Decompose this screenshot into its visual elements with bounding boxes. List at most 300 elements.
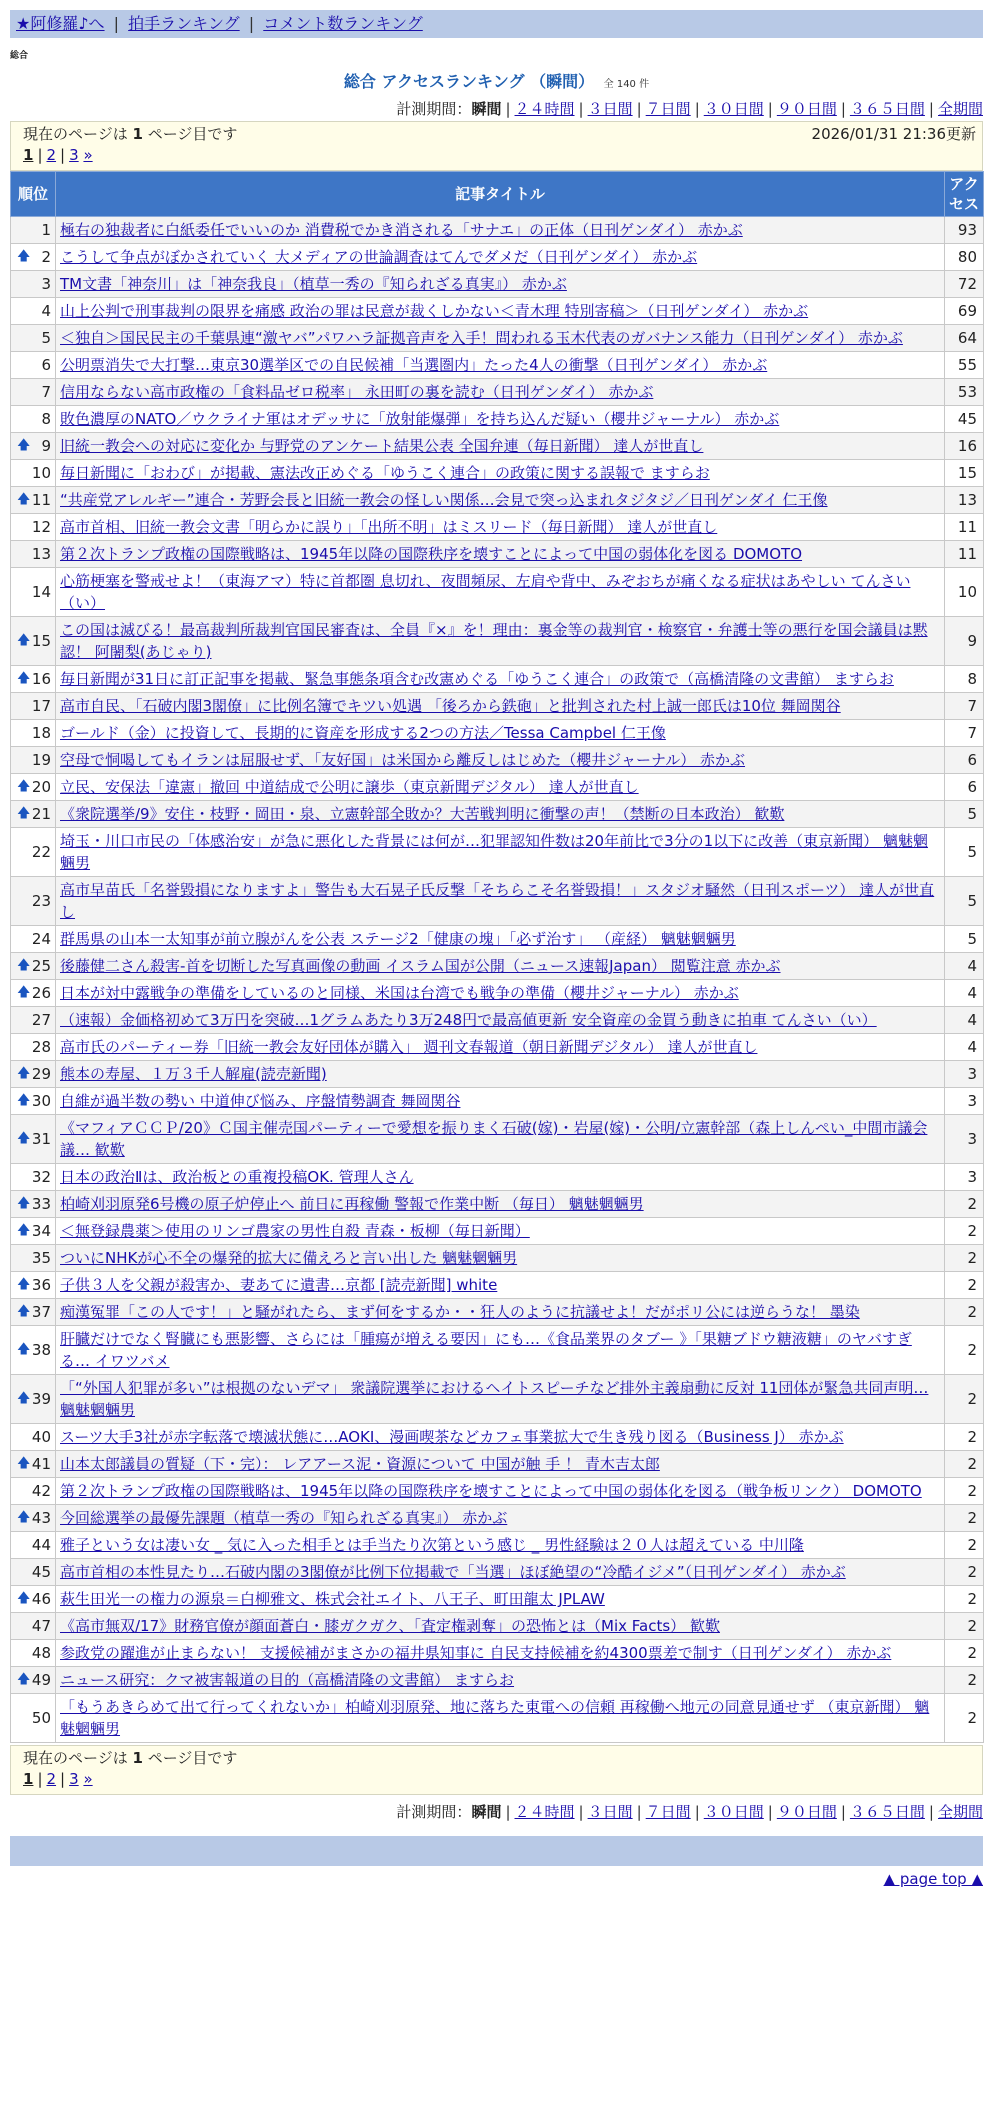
rank-cell <box>11 1451 56 1478</box>
table-row <box>11 980 984 1007</box>
table-row <box>11 1586 984 1613</box>
rank-cell <box>11 1667 56 1694</box>
article-link[interactable]: この国は滅びる！最高裁判所裁判官国民審査は、全員『×』を！理由：裏金等の裁判官・検察官・弁護士等の悪行を国会議員は黙認！ 阿闍梨(あじゃり) <box>60 621 928 661</box>
rank-number: 19 <box>31 751 51 769</box>
rank-cell <box>11 617 56 666</box>
article-link[interactable]: 信用ならない高市政権の「食料品ゼロ税率」 永田町の裏を読む（日刊ゲンダイ） 赤かぶ <box>60 383 654 401</box>
access-count: 55 <box>945 352 984 379</box>
access-count: 2 <box>945 1586 984 1613</box>
table-row <box>11 828 984 877</box>
title-cell <box>56 801 945 828</box>
nav-separator: | <box>113 14 120 33</box>
current-page-text <box>23 1748 237 1768</box>
title-cell <box>56 1034 945 1061</box>
title-cell <box>56 1424 945 1451</box>
article-link[interactable]: ＜無登録農薬＞使用のリンゴ農家の男性自殺 青森・板柳（毎日新聞） <box>60 1222 530 1240</box>
table-row <box>11 774 984 801</box>
current-page-num: 1 <box>132 1749 143 1767</box>
access-count: 7 <box>945 693 984 720</box>
arrow-up-icon: 🡅 <box>17 958 31 973</box>
title-cell <box>56 325 945 352</box>
rank-cell <box>11 1164 56 1191</box>
arrow-up-icon: 🡅 <box>17 806 31 821</box>
article-link[interactable]: こうして争点がぼかされていく 大メディアの世論調査はてんでダメだ（日刊ゲンダイ） 赤かぶ <box>60 248 698 266</box>
home-link[interactable]: ★阿修羅♪へ <box>16 14 105 33</box>
table-row <box>11 352 984 379</box>
rank-number: 12 <box>31 518 51 536</box>
period-label: 計測期間： <box>396 1803 472 1821</box>
rank-cell <box>11 1532 56 1559</box>
article-link[interactable]: 第２次トランプ政権の国際戦略は、1945年以降の国際秩序を壊すことによって中国の弱体化を図る（戦争板リンク） DOMOTO <box>60 1482 922 1500</box>
table-row <box>11 1299 984 1326</box>
pager-separator: | <box>37 146 43 164</box>
period-link[interactable]: ７日間 <box>645 1803 691 1821</box>
period-link[interactable]: ３６５日間 <box>849 1803 925 1821</box>
title-cell <box>56 1532 945 1559</box>
access-count: 2 <box>945 1478 984 1505</box>
period-link[interactable]: ９０日間 <box>776 100 837 118</box>
pager-link[interactable]: 3 <box>69 1770 79 1788</box>
arrow-up-icon: 🡅 <box>17 1342 31 1357</box>
title-cell <box>56 666 945 693</box>
article-link[interactable]: 自維が過半数の勢い 中道伸び悩み、序盤情勢調査 舞岡関谷 <box>60 1092 461 1110</box>
access-count: 5 <box>945 926 984 953</box>
rank-cell <box>11 1694 56 1743</box>
arrow-up-icon: 🡅 <box>17 1066 31 1081</box>
period-link[interactable]: ３日間 <box>587 100 633 118</box>
table-row <box>11 666 984 693</box>
current-page-pre: 現在のページは <box>23 1749 128 1767</box>
rank-number: 46 <box>31 1590 51 1608</box>
rank-number: 21 <box>31 805 51 823</box>
access-count: 45 <box>945 406 984 433</box>
rank-cell <box>11 666 56 693</box>
article-link[interactable]: 《高市無双/17》財務官僚が顔面蒼白・膝ガクガク、「査定権剥奪」の恐怖とは（Mix Facts） 歓歎 <box>60 1617 720 1635</box>
title-cell <box>56 541 945 568</box>
access-count: 2 <box>945 1640 984 1667</box>
rank-cell <box>11 1191 56 1218</box>
rank-number: 2 <box>41 248 51 266</box>
rank-cell <box>11 298 56 325</box>
rank-number: 17 <box>31 697 51 715</box>
access-count: 69 <box>945 298 984 325</box>
article-link[interactable]: 空母で恫喝してもイランは屈服せず、「友好国」は米国から離反しはじめた（櫻井ジャーナル） 赤かぶ <box>60 751 746 769</box>
rank-cell <box>11 877 56 926</box>
period-link[interactable]: ９０日間 <box>776 1803 837 1821</box>
rank-cell <box>11 1640 56 1667</box>
title-cell <box>56 217 945 244</box>
current-page-post: ページ目です <box>147 1749 238 1767</box>
arrow-up-icon: 🡅 <box>17 1510 31 1525</box>
pager-link[interactable]: 2 <box>46 146 57 164</box>
article-link[interactable]: 今回総選挙の最優先課題（植草一秀の『知られざる真実』） 赤かぶ <box>60 1509 508 1527</box>
table-row <box>11 1088 984 1115</box>
rank-cell <box>11 1218 56 1245</box>
table-row <box>11 1640 984 1667</box>
arrow-up-icon: 🡅 <box>17 1196 31 1211</box>
article-link[interactable]: ゴールド（金）に投資して、長期的に資産を形成する2つの方法／Tessa Campbel 仁王像 <box>60 724 666 742</box>
rank-number: 29 <box>31 1065 51 1083</box>
table-row <box>11 747 984 774</box>
rank-number: 23 <box>31 892 51 910</box>
access-count: 4 <box>945 1007 984 1034</box>
access-count: 2 <box>945 1532 984 1559</box>
access-count: 2 <box>945 1424 984 1451</box>
current-page-num: 1 <box>132 125 143 143</box>
table-row <box>11 487 984 514</box>
category-tag: 総合 <box>10 51 29 61</box>
rank-number: 45 <box>31 1563 51 1581</box>
title-cell <box>56 953 945 980</box>
period-separator: | <box>578 1803 584 1821</box>
rank-cell <box>11 1478 56 1505</box>
pager-next[interactable]: » <box>83 1770 93 1788</box>
period-separator: | <box>636 100 642 118</box>
table-row <box>11 244 984 271</box>
rank-cell <box>11 1115 56 1164</box>
article-link[interactable]: 柏崎刈羽原発6号機の原子炉停止へ 前日に再稼働 警報で作業中断 （毎日） 魑魅魍魎男 <box>60 1195 644 1213</box>
article-link[interactable]: 第２次トランプ政権の国際戦略は、1945年以降の国際秩序を壊すことによって中国の弱体化を図る DOMOTO <box>60 545 803 563</box>
article-link[interactable]: 高市首相、旧統一教会文書「明らかに誤り」「出所不明」はミスリード（毎日新聞） 達人が世直し <box>60 518 718 536</box>
rank-number: 38 <box>31 1341 51 1359</box>
access-count: 5 <box>945 877 984 926</box>
rank-cell <box>11 720 56 747</box>
table-row <box>11 1218 984 1245</box>
table-header-row <box>11 172 984 217</box>
access-count: 2 <box>945 1245 984 1272</box>
table-row <box>11 1245 984 1272</box>
table-row <box>11 693 984 720</box>
rank-cell <box>11 1007 56 1034</box>
rank-number: 4 <box>41 302 51 320</box>
title-cell <box>56 1164 945 1191</box>
rank-number: 28 <box>31 1038 51 1056</box>
access-count: 72 <box>945 271 984 298</box>
article-link[interactable]: 「“外国人犯罪が多い”は根拠のないデマ」 衆議院選挙におけるヘイトスピーチなど排外主義扇動に反対 11団体が緊急共同声明… 魑魅魍魎男 <box>60 1379 929 1419</box>
info-box-bottom <box>10 1745 983 1795</box>
table-row <box>11 568 984 617</box>
table-row <box>11 1559 984 1586</box>
article-link[interactable]: ニュース研究：クマ被害報道の目的（高橋清隆の文書館） ますらお <box>60 1671 515 1689</box>
rank-number: 36 <box>31 1276 51 1294</box>
ranking-title-row <box>10 69 983 92</box>
access-count: 3 <box>945 1115 984 1164</box>
period-selector <box>10 98 983 119</box>
period-separator: | <box>636 1803 642 1821</box>
arrow-up-icon: 🡅 <box>17 1591 31 1606</box>
period-link[interactable]: ２４時間 <box>514 1803 575 1821</box>
rank-number: 50 <box>31 1709 51 1727</box>
access-count: 10 <box>945 568 984 617</box>
article-link[interactable]: 子供３人を父親が殺害か、妻あてに遺書…京都 [読売新聞] white <box>60 1276 498 1294</box>
page-title: 総合 アクセスランキング （瞬間） <box>343 72 595 91</box>
period-separator: | <box>505 100 511 118</box>
access-count: 2 <box>945 1326 984 1375</box>
table-row <box>11 1007 984 1034</box>
total-count: 全 140 件 <box>603 79 650 90</box>
article-link[interactable]: 後藤健二さん殺害-首を切断した写真画像の動画 イスラム国が公開（ニュース速報Japan） 閲覧注意 赤かぶ <box>60 957 781 975</box>
title-cell <box>56 487 945 514</box>
rank-cell <box>11 514 56 541</box>
article-link[interactable]: 公明票消失で大打撃…東京30選挙区での自民候補「当選圏内」たった4人の衝撃（日刊ゲンダイ） 赤かぶ <box>60 356 768 374</box>
article-link[interactable]: 毎日新聞が31日に訂正記事を掲載、緊急事態条項含む改憲めぐる「ゆうこく連合」の政策で（高橋清隆の文書館） ますらお <box>60 670 894 688</box>
period-separator: | <box>694 100 700 118</box>
pager-current: 1 <box>23 1770 34 1788</box>
access-count: 4 <box>945 953 984 980</box>
rank-number: 25 <box>31 957 51 975</box>
article-link[interactable]: 群馬県の山本一太知事が前立腺がんを公表 ステージ2「健康の塊」「必ず治す」 （産経） 魑魅魍魎男 <box>60 930 736 948</box>
rank-number: 20 <box>31 778 51 796</box>
rank-number: 22 <box>31 843 51 861</box>
arrow-up-icon: 🡅 <box>17 1093 31 1108</box>
rank-number: 37 <box>31 1303 51 1321</box>
title-cell <box>56 1640 945 1667</box>
table-row <box>11 1272 984 1299</box>
rank-cell <box>11 953 56 980</box>
pager-separator: | <box>60 1770 66 1788</box>
article-link[interactable]: 高市首相の本性見たり…石破内閣の3閣僚が比例下位掲載で「当選」ほぼ絶望の“冷酷イジメ”（日刊ゲンダイ） 赤かぶ <box>60 1563 846 1581</box>
pager <box>23 144 976 166</box>
period-separator: | <box>767 100 773 118</box>
article-link[interactable]: 立民、安保法「違憲」撤回 中道結成で公明に譲歩（東京新聞デジタル） 達人が世直し <box>60 778 639 796</box>
table-row <box>11 1034 984 1061</box>
article-link[interactable]: “共産党アレルギー”連合・芳野会長と旧統一教会の怪しい関係…会見で突っ込まれタジタジ／日刊ゲンダイ 仁王像 <box>60 491 828 509</box>
access-count: 2 <box>945 1375 984 1424</box>
article-link[interactable]: 山上公判で刑事裁判の限界を痛感 政治の罪は民意が裁くしかない＜青木理 特別寄稿＞（日刊ゲンダイ） 赤かぶ <box>60 302 809 320</box>
period-separator: | <box>578 100 584 118</box>
period-link[interactable]: 全期間 <box>937 1803 983 1821</box>
page-top-link[interactable]: ▲ page top ▲ <box>883 1870 983 1888</box>
info-box <box>10 121 983 171</box>
access-count: 2 <box>945 1218 984 1245</box>
pagetop-row <box>10 1870 983 1888</box>
ranking-table <box>10 171 984 1743</box>
pager-link[interactable]: 3 <box>69 146 79 164</box>
access-count: 7 <box>945 720 984 747</box>
rank-cell <box>11 1375 56 1424</box>
rank-cell <box>11 1272 56 1299</box>
rank-cell <box>11 926 56 953</box>
ranking-table-body <box>11 217 984 1743</box>
title-cell <box>56 720 945 747</box>
access-count: 2 <box>945 1299 984 1326</box>
rank-number: 11 <box>31 491 51 509</box>
access-count: 80 <box>945 244 984 271</box>
article-link[interactable]: 《マフィアＣＣＰ/20》Ｃ国主催売国パーティーで愛想を振りまく石破(嫁)・岩屋(嫁)・公明/立憲幹部（森上しんぺい_中間市議会議… 歓歎 <box>60 1119 928 1159</box>
title-cell <box>56 617 945 666</box>
title-cell <box>56 828 945 877</box>
table-row <box>11 926 984 953</box>
table-row <box>11 953 984 980</box>
table-row <box>11 460 984 487</box>
title-cell <box>56 1191 945 1218</box>
rank-number: 34 <box>31 1222 51 1240</box>
rank-number: 35 <box>31 1249 51 1267</box>
table-row <box>11 1667 984 1694</box>
rank-number: 47 <box>31 1617 51 1635</box>
title-cell <box>56 1694 945 1743</box>
rank-number: 8 <box>41 410 51 428</box>
table-row <box>11 1478 984 1505</box>
access-count: 4 <box>945 980 984 1007</box>
title-cell <box>56 433 945 460</box>
rank-cell <box>11 1299 56 1326</box>
article-link[interactable]: 痴漢冤罪「この人です！」と騒がれたら、まず何をするか・・狂人のように抗議せよ！だがポリ公には逆らうな！ 墨染 <box>60 1303 860 1321</box>
rank-cell <box>11 406 56 433</box>
rank-cell <box>11 541 56 568</box>
period-separator: | <box>840 1803 846 1821</box>
article-link[interactable]: 毎日新聞に「おわび」が掲載、憲法改正めぐる「ゆうこく連合」の政策に関する誤報で ますらお <box>60 464 710 482</box>
article-link[interactable]: 敗色濃厚のNATO／ウクライナ軍はオデッサに「放射能爆弾」を持ち込んだ疑い（櫻井ジャーナル） 赤かぶ <box>60 410 780 428</box>
table-row <box>11 877 984 926</box>
table-row <box>11 271 984 298</box>
article-link[interactable]: 高市早苗氏「名誉毀損になりますよ」警告も大石晃子氏反撃「そちらこそ名誉毀損！」スタジオ騒然（日刊スポーツ） 達人が世直し <box>60 881 935 921</box>
arrow-up-icon: 🡅 <box>17 985 31 1000</box>
rank-cell <box>11 1326 56 1375</box>
rank-header: 順位 <box>11 172 56 217</box>
article-link[interactable]: ついにNHKが心不全の爆発的拡大に備えろと言い出した 魑魅魍魎男 <box>60 1249 518 1267</box>
access-count: 2 <box>945 1667 984 1694</box>
rank-cell <box>11 1586 56 1613</box>
rank-number: 44 <box>31 1536 51 1554</box>
pager <box>23 1768 976 1790</box>
title-cell <box>56 1061 945 1088</box>
period-link[interactable]: ３０日間 <box>703 1803 764 1821</box>
table-row <box>11 1505 984 1532</box>
table-row <box>11 325 984 352</box>
title-cell <box>56 926 945 953</box>
title-cell <box>56 980 945 1007</box>
period-separator: | <box>694 1803 700 1821</box>
rank-number: 31 <box>31 1130 51 1148</box>
period-link[interactable]: 全期間 <box>937 100 983 118</box>
title-cell <box>56 379 945 406</box>
access-count: 2 <box>945 1559 984 1586</box>
rank-cell <box>11 487 56 514</box>
article-link[interactable]: 「もうあきらめて出て行ってくれないか」柏崎刈羽原発、地に落ちた東電への信頼 再稼働へ地元の同意見通せず （東京新聞） 魑魅魍魎男 <box>60 1698 930 1738</box>
pager-current: 1 <box>23 146 34 164</box>
pager-separator: | <box>60 146 66 164</box>
nav-separator: | <box>248 14 255 33</box>
period-current: 瞬間 <box>471 1803 502 1821</box>
access-count: 6 <box>945 774 984 801</box>
table-row <box>11 406 984 433</box>
rank-cell <box>11 828 56 877</box>
article-link[interactable]: 《衆院選挙/9》安住・枝野・岡田・泉、立憲幹部全敗か？大苦戦判明に衝撃の声！（禁断の日本政治） 歓歎 <box>60 805 785 823</box>
period-link[interactable]: ３日間 <box>587 1803 633 1821</box>
period-link[interactable]: ２４時間 <box>514 100 575 118</box>
article-link[interactable]: 日本の政治Ⅱは、政治板との重複投稿OK. 管理人さん <box>60 1168 414 1186</box>
period-separator: | <box>928 1803 934 1821</box>
access-count: 93 <box>945 217 984 244</box>
article-link[interactable]: TM文書「神奈川」は「神奈我良」（植草一秀の『知られざる真実』） 赤かぶ <box>60 275 567 293</box>
table-row <box>11 217 984 244</box>
table-row <box>11 801 984 828</box>
access-count: 11 <box>945 514 984 541</box>
title-cell <box>56 460 945 487</box>
title-cell <box>56 747 945 774</box>
title-cell <box>56 774 945 801</box>
table-row <box>11 1532 984 1559</box>
access-count: 2 <box>945 1272 984 1299</box>
rank-number: 30 <box>31 1092 51 1110</box>
article-link[interactable]: 肝臓だけでなく腎臓にも悪影響、さらには「腫瘍が増える要因」にも…《食品業界のタブー 》「果糖ブドウ糖液糖」のヤバすぎる… イワツバメ <box>60 1330 912 1370</box>
article-link[interactable]: 熊本の寿屋、１万３千人解雇(読売新聞) <box>60 1065 327 1083</box>
rank-cell <box>11 244 56 271</box>
rank-cell <box>11 980 56 1007</box>
article-link[interactable]: （速報）金価格初めて3万円を突破…1グラムあたり3万248円で最高値更新 安全資産の金買う動きに拍車 てんさい（い） <box>60 1011 877 1029</box>
article-link[interactable]: 参政党の躍進が止まらない！ 支援候補がまさかの福井県知事に 自民支持候補を約4300票差で制す（日刊ゲンダイ） 赤かぶ <box>60 1644 892 1662</box>
table-row <box>11 379 984 406</box>
access-count: 2 <box>945 1505 984 1532</box>
rank-cell <box>11 1088 56 1115</box>
rank-number: 6 <box>41 356 51 374</box>
title-cell <box>56 352 945 379</box>
access-header: アクセス <box>945 172 984 217</box>
table-row <box>11 1694 984 1743</box>
article-link[interactable]: 極右の独裁者に白紙委任でいいのか 消費税でかき消される「サナエ」の正体（日刊ゲンダイ） 赤かぶ <box>60 221 743 239</box>
footer-bar <box>10 1836 983 1866</box>
title-cell <box>56 1559 945 1586</box>
period-separator: | <box>505 1803 511 1821</box>
article-link[interactable]: 日本が対中露戦争の準備をしているのと同様、米国は台湾でも戦争の準備（櫻井ジャーナル） 赤かぶ <box>60 984 739 1002</box>
table-row <box>11 1115 984 1164</box>
title-cell <box>56 1245 945 1272</box>
table-row <box>11 720 984 747</box>
title-cell <box>56 1613 945 1640</box>
article-link[interactable]: 高市自民、「石破内閣3閣僚」に比例名簿でキツい処遇 「後ろから鉄砲」と批判された村上誠一郎氏は10位 舞岡関谷 <box>60 697 841 715</box>
article-link[interactable]: 高市氏のパーティー券「旧統一教会友好団体が購入」 週刊文春報道（朝日新聞デジタル） 達人が世直し <box>60 1038 758 1056</box>
period-link[interactable]: ３６５日間 <box>849 100 925 118</box>
pager-link[interactable]: 2 <box>46 1770 57 1788</box>
article-link[interactable]: 山本太郎議員の質疑（下・完）： レアアース泥・資源について 中国が触 手 ！ 青木吉太郎 <box>60 1455 660 1473</box>
title-cell <box>56 1272 945 1299</box>
article-link[interactable]: ＜独自＞国民民主の千葉県連“激ヤバ”パワハラ証拠音声を入手！問われる玉木代表のガバナンス能力（日刊ゲンダイ） 赤かぶ <box>60 329 903 347</box>
title-cell <box>56 1586 945 1613</box>
rank-cell <box>11 1559 56 1586</box>
article-link[interactable]: 心筋梗塞を警戒せよ！（東海アマ）特に首都圏 息切れ、夜間頻尿、左肩や背中、みぞおちが痛くなる症状はあやしい てんさい（い） <box>60 572 911 612</box>
period-link[interactable]: ３０日間 <box>703 100 764 118</box>
arrow-up-icon: 🡅 <box>17 779 31 794</box>
article-link[interactable]: 雅子という女は凄い女 _ 気に入った相手とは手当たり次第という感じ _ 男性経験は２０人は超えている 中川隆 <box>60 1536 804 1554</box>
rank-number: 18 <box>31 724 51 742</box>
access-count: 5 <box>945 828 984 877</box>
current-page-post: ページ目です <box>147 125 238 143</box>
clap-ranking-link[interactable]: 拍手ランキング <box>128 14 240 33</box>
period-link[interactable]: ７日間 <box>645 100 691 118</box>
pager-next[interactable]: » <box>83 146 93 164</box>
pager-separator: | <box>37 1770 43 1788</box>
article-link[interactable]: 旧統一教会への対応に変化か 与野党のアンケート結果公表 全国弁連（毎日新聞） 達人が世直し <box>60 437 704 455</box>
rank-cell <box>11 460 56 487</box>
article-link[interactable]: 萩生田光一の権力の源泉＝白柳雅文、株式会社エイト、八王子、町田龍太 JPLAW <box>60 1590 605 1608</box>
table-row <box>11 617 984 666</box>
access-count: 3 <box>945 1164 984 1191</box>
rank-cell <box>11 1034 56 1061</box>
rank-number: 27 <box>31 1011 51 1029</box>
article-link[interactable]: 埼玉・川口市民の「体感治安」が急に悪化した背景には何が…犯罪認知件数は20年前比で3分の1以下に改善（東京新聞） 魑魅魍魎男 <box>60 832 928 872</box>
arrow-up-icon: 🡅 <box>17 492 31 507</box>
table-row <box>11 1164 984 1191</box>
rank-number: 3 <box>41 275 51 293</box>
article-link[interactable]: スーツ大手3社が赤字転落で壊滅状態に…AOKI、漫画喫茶などカフェ事業拡大で生き残り図る（Business J） 赤かぶ <box>60 1428 844 1446</box>
title-cell <box>56 1088 945 1115</box>
table-row <box>11 1061 984 1088</box>
rank-number: 40 <box>31 1428 51 1446</box>
rank-cell <box>11 1505 56 1532</box>
comment-ranking-link[interactable]: コメント数ランキング <box>263 14 423 33</box>
access-count: 5 <box>945 801 984 828</box>
